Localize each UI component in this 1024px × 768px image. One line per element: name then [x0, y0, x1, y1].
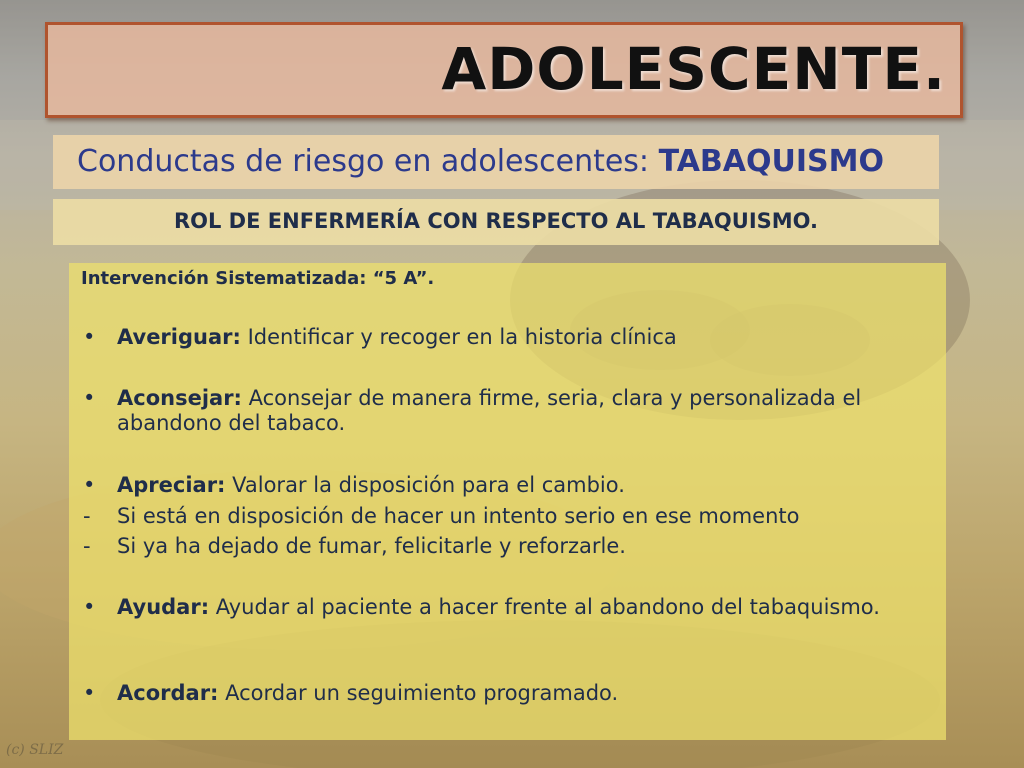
- section-heading: ROL DE ENFERMERÍA CON RESPECTO AL TABAQUISMO.: [173, 209, 819, 233]
- dash-marker: -: [83, 504, 91, 528]
- bullet-marker: •: [83, 681, 96, 705]
- item-description: Si ya ha dejado de fumar, felicitarle y reforzarle.: [117, 534, 626, 558]
- item-description: Valorar la disposición para el cambio.: [225, 473, 625, 497]
- list-item-text: [117, 325, 932, 350]
- slide-subtitle: [77, 144, 884, 179]
- item-description: Ayudar al paciente a hacer frente al abandono del tabaquismo.: [209, 595, 880, 619]
- list-item-text: [117, 504, 932, 529]
- section-band: [53, 199, 939, 245]
- intro-line: Intervención Sistematizada: “5 A”.: [81, 268, 435, 289]
- item-term: Averiguar:: [117, 325, 241, 349]
- item-term: Ayudar:: [117, 595, 210, 619]
- item-description: Si está en disposición de hacer un intento serio en ese momento: [117, 504, 800, 528]
- item-description: Aconsejar de manera firme, seria, clara y personalizada el abandono del tabaco.: [117, 386, 862, 435]
- content-box: [69, 263, 946, 740]
- title-box: [45, 22, 963, 118]
- watermark: (c) SLIZ: [6, 742, 64, 758]
- list-item-text: [117, 473, 932, 498]
- item-description: Acordar un seguimiento programado.: [218, 681, 619, 705]
- item-term: Aconsejar:: [117, 386, 242, 410]
- list-item-text: [117, 534, 932, 559]
- bullet-marker: •: [83, 473, 96, 497]
- item-term: Apreciar:: [117, 473, 226, 497]
- item-term: Acordar:: [117, 681, 219, 705]
- subtitle-emphasis: TABAQUISMO: [658, 144, 885, 179]
- bullet-marker: •: [83, 325, 96, 349]
- list-item-text: [117, 681, 932, 706]
- list-item-text: [117, 595, 932, 620]
- list-item-text: [117, 386, 932, 436]
- bullet-marker: •: [83, 595, 96, 619]
- dash-marker: -: [83, 534, 91, 558]
- subtitle-band: [53, 135, 939, 189]
- slide-title: ADOLESCENTE.: [441, 35, 946, 103]
- subtitle-prefix: Conductas de riesgo en adolescentes:: [77, 144, 659, 179]
- item-description: Identificar y recoger en la historia clínica: [240, 325, 677, 349]
- bullet-marker: •: [83, 386, 96, 410]
